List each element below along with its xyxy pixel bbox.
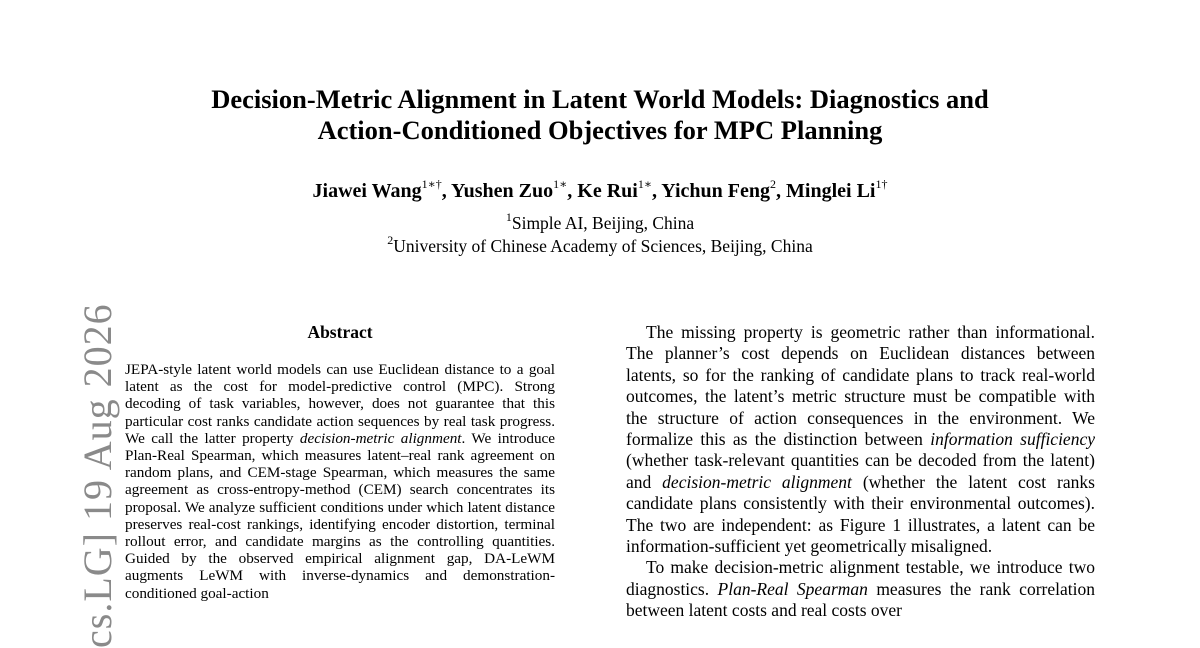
author-3: Ke Rui$^{1∗}$, — [577, 177, 662, 202]
arxiv-identifier-stamp: cs.LG] 19 Aug 2026 — [75, 303, 120, 648]
affiliation-1: $^1$Simple AI, Beijing, China — [505, 210, 695, 233]
body-paragraph-1: The missing property is geometric rather than informational. The planner’s cost depends on Euclidean distances between latents, so for the ranking of candidate plans to track real-world outcomes, the latent’s metric structure must be compatible with the structure of action consequences in the environment. We formalize this as the distinction between information sufficiency (whether task-relevant quantities can be decoded from the latent) and decision-metric alignment (whether the latent cost ranks candidate plans consistently with their environmental outcomes). The two are independent: as Figure 1 illustrates, a latent can be information-sufficient yet geometrically misaligned. — [626, 322, 1095, 557]
intro-column-right — [626, 322, 1095, 622]
abstract-paragraph: JEPA-style latent world models can use Euclidean distance to a goal latent as the cost for model-predictive control (MPC). Strong decoding of task variables, however, does not guarantee that this particular cost ranks candidate action sequences by real task progress. We call the latter property decision-metric alignment. We introduce Plan-Real Spearman, which measures latent–real rank agreement on random plans, and CEM-stage Spearman, which measures the same agreement as cross-entropy-method (CEM) search concentrates its proposal. We analyze sufficient conditions under which latent distance preserves real-cost rankings, identifying encoder distortion, terminal rollout error, and candidate margins as the controlling quantities. Guided by the observed empirical alignment gap, DA-LeWM augments LeWM with inverse-dynamics and demonstration-conditioned goal-action — [125, 361, 556, 602]
author-list — [0, 171, 1200, 205]
abstract-text — [125, 361, 555, 602]
author-4: Yichun Feng$^2$, — [661, 177, 787, 202]
author-2: Yushen Zuo$^{1∗}$, — [451, 177, 578, 202]
body-paragraph-2: To make decision-metric alignment testable, we introduce two diagnostics. Plan-Real Spearman measures the rank correlation between latent costs and real costs over — [626, 557, 1095, 621]
affiliation-2: $^2$University of Chinese Academy of Sciences, Beijing, China — [387, 233, 813, 256]
title-line-1: Decision-Metric Alignment in Latent World Models: Diagnostics and — [211, 84, 989, 114]
title-line-2: Action-Conditioned Objectives for MPC Planning — [317, 115, 883, 145]
author-5: Minglei $Li^{1\dagger}$ — [786, 177, 888, 202]
abstract-heading: Abstract — [307, 322, 373, 342]
author-1: Jiawei Wang$^{1∗\dagger}$, — [312, 177, 452, 202]
paper-title — [0, 84, 1200, 146]
